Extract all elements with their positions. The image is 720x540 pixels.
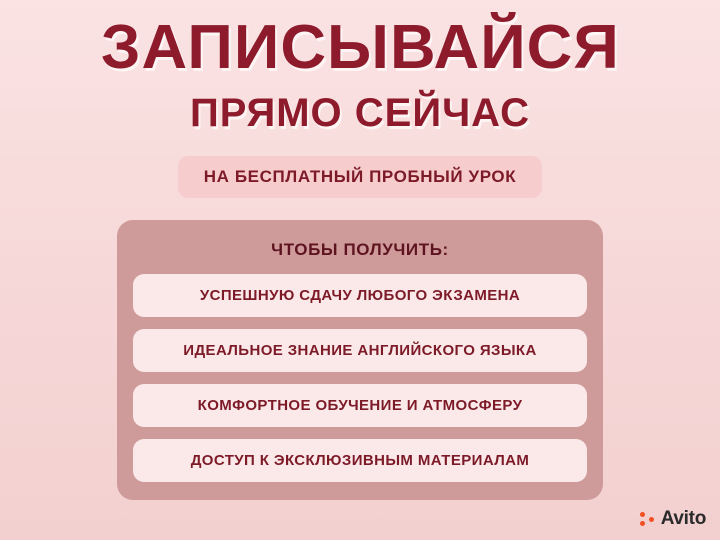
trial-lesson-badge: НА БЕСПЛАТНЫЙ ПРОБНЫЙ УРОК xyxy=(178,156,542,198)
list-item: КОМФОРТНОЕ ОБУЧЕНИЕ И АТМОСФЕРУ xyxy=(133,384,587,427)
avito-watermark-label: Avito xyxy=(660,508,706,529)
benefits-panel-title: ЧТОБЫ ПОЛУЧИТЬ: xyxy=(271,239,449,259)
avito-dots-icon xyxy=(640,511,656,527)
benefits-panel xyxy=(117,220,603,500)
avito-watermark xyxy=(640,508,706,530)
page-subtitle: ПРЯМО СЕЙЧАС xyxy=(190,90,530,135)
page-title: ЗАПИСЫВАЙСЯ xyxy=(100,13,620,82)
list-item: ДОСТУП К ЭКСКЛЮЗИВНЫМ МАТЕРИАЛАМ xyxy=(133,439,587,482)
list-item: УСПЕШНУЮ СДАЧУ ЛЮБОГО ЭКЗАМЕНА xyxy=(133,274,587,317)
list-item: ИДЕАЛЬНОЕ ЗНАНИЕ АНГЛИЙСКОГО ЯЗЫКА xyxy=(133,329,587,372)
